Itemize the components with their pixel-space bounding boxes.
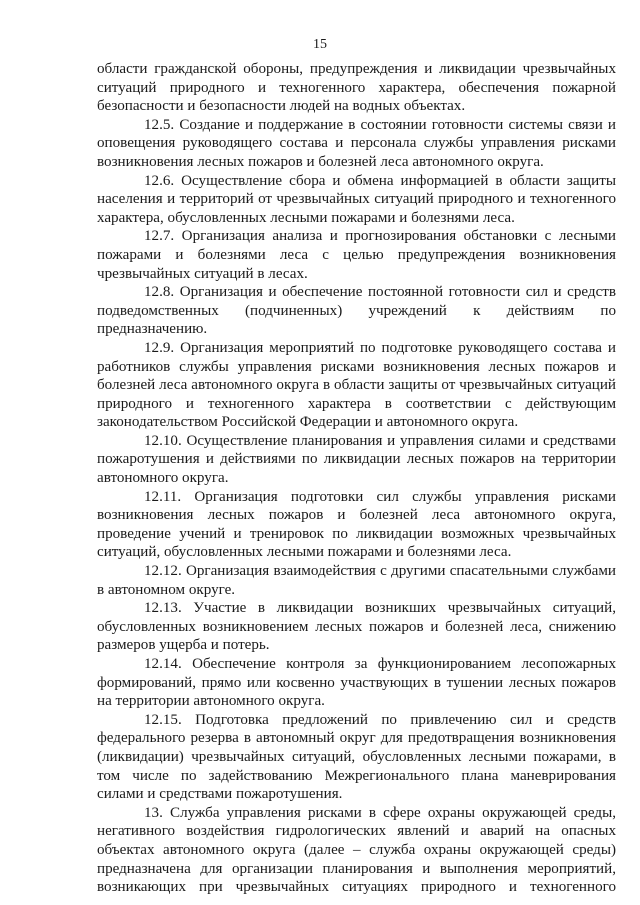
paragraph-12-15: 12.15. Подготовка предложений по привлечению сил и средств федерального резерва в автономный округ для предотвращения возникновения (ликвидации) чрезвычайных ситуаций, обусловленных лесными пожарами, в том числе по задействованию Межрегионального плана маневрирования силами и средствами пожаротушения. xyxy=(97,711,616,803)
paragraph-12-12: 12.12. Организация взаимодействия с другими спасательными службами в автономном округе. xyxy=(97,563,616,598)
paragraph-12-10: 12.10. Осуществление планирования и управления силами и средствами пожаротушения и действиями по ликвидации лесных пожаров на территории автономного округа. xyxy=(97,432,616,487)
paragraph-12-5: 12.5. Создание и поддержание в состоянии готовности системы связи и оповещения руководящего состава и персонала службы управления рисками возникновения лесных пожаров и болезней леса автономного округа. xyxy=(97,116,616,170)
document-body xyxy=(97,60,616,897)
paragraph-12-6: 12.6. Осуществление сбора и обмена информацией в области защиты населения и территорий от чрезвычайных ситуаций природного и техногенного характера, обусловленных лесными пожарами и болезнями леса. xyxy=(97,172,616,226)
paragraph-12-11: 12.11. Организация подготовки сил службы управления рисками возникновения лесных пожаров и болезней леса автономного округа, проведение учений и тренировок по ликвидации возможных чрезвычайных ситуаций, обусловленных лесными пожарами и болезнями леса. xyxy=(97,488,616,561)
paragraph-12-7: 12.7. Организация анализа и прогнозирования обстановки с лесными пожарами и болезнями леса с целью предупреждения возникновения чрезвычайных ситуаций в лесах. xyxy=(97,228,616,282)
paragraph-12-13: 12.13. Участие в ликвидации возникших чрезвычайных ситуаций, обусловленных возникновением лесных пожаров и болезней леса, снижению размеров ущерба и потерь. xyxy=(97,600,616,654)
page-number: 15 xyxy=(313,37,327,52)
paragraph-12-9: 12.9. Организация мероприятий по подготовке руководящего состава и работников службы управления рисками возникновения лесных пожаров и болезней леса автономного округа в области защиты от чрезвычайных ситуаций природного и техногенного характера в соответствии с действующим законодательством Российской Федерации и автономного округа. xyxy=(97,339,616,431)
paragraph-13: 13. Служба управления рисками в сфере охраны окружающей среды, негативного воздействия гидрологических явлений и аварий на опасных объектах автономного округа (далее – служба охраны окружающей среды) предназначена для организации планирования и выполнения мероприятий, возникающих при чрезвычайных ситуациях природного и техногенного xyxy=(97,804,616,896)
paragraph-12-8: 12.8. Организация и обеспечение постоянной готовности сил и средств подведомственных (подчиненных) учреждений к действиям по предназначению. xyxy=(97,284,616,338)
paragraph-continuation: области гражданской обороны, предупреждения и ликвидации чрезвычайных ситуаций природного и техногенного характера, обеспечения пожарной безопасности и безопасности людей на водных объектах. xyxy=(97,61,616,115)
paragraph-12-14: 12.14. Обеспечение контроля за функционированием лесопожарных формирований, прямо или косвенно участвующих в тушении лесных пожаров на территории автономного округа. xyxy=(97,656,616,710)
